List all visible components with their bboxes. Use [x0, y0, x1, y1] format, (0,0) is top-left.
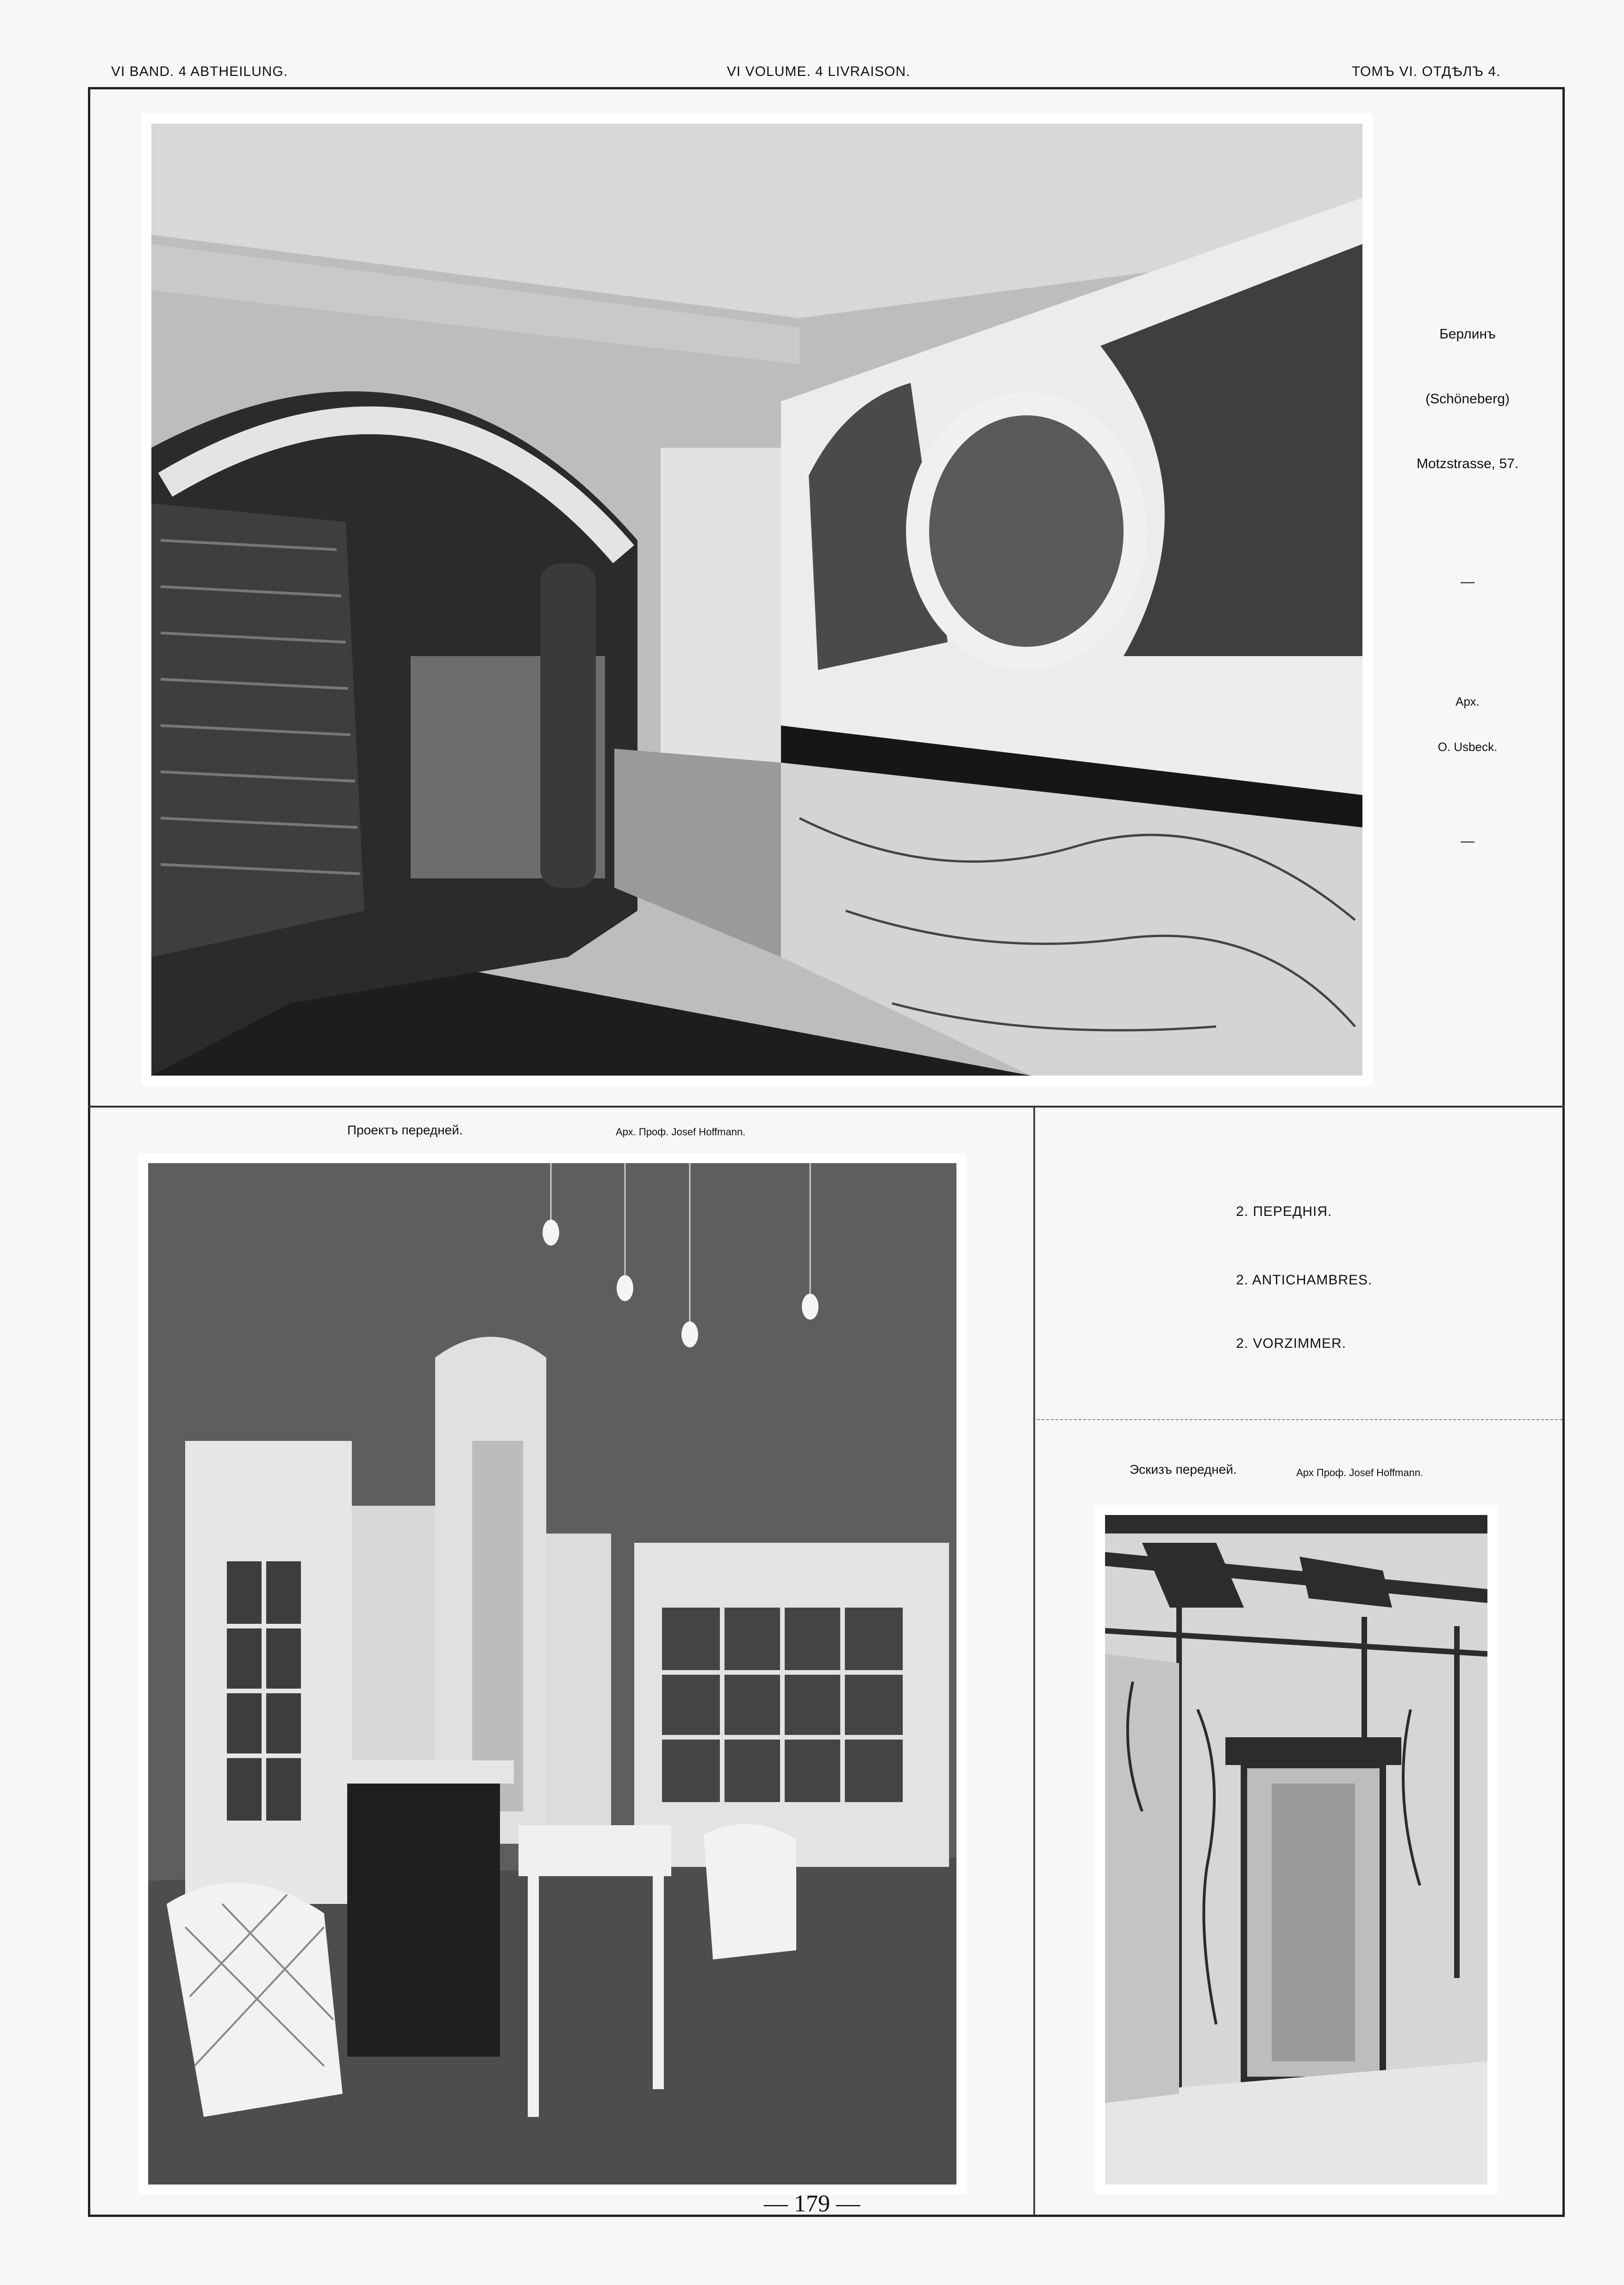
header-center: VI VOLUME. 4 LIVRAISON.: [727, 64, 911, 79]
district-label: (Schöneberg): [1425, 391, 1510, 407]
anteroom-project-title: Проектъ передней.: [347, 1123, 463, 1137]
street-label: Motzstrasse, 57.: [1416, 456, 1519, 471]
architect-name: O. Usbeck.: [1437, 740, 1498, 754]
anteroom-sketch-drawing: [1095, 1505, 1498, 2195]
city-label: Берлинъ: [1439, 326, 1496, 342]
header-right: ТОМЪ VI. ОТДѢЛЪ 4.: [1352, 64, 1501, 79]
anteroom-photo: [138, 1153, 967, 2195]
anteroom-project-credit: Арх. Проф. Josef Hoffmann.: [616, 1126, 746, 1138]
section-title-ru: 2. ПЕРЕДНІЯ.: [1236, 1204, 1332, 1219]
section-title-de: 2. VORZIMMER.: [1236, 1336, 1347, 1351]
separator-dash: —: [1461, 574, 1474, 589]
header-left: VI BAND. 4 ABTHEILUNG.: [111, 64, 288, 79]
architect-label: Арх.: [1455, 695, 1480, 708]
vertical-divider: [1033, 1108, 1035, 2215]
stair-hall-photo: [141, 113, 1373, 1086]
section-title-fr: 2. ANTICHAMBRES.: [1236, 1272, 1373, 1288]
anteroom-sketch-title: Эскизъ передней.: [1130, 1462, 1237, 1477]
page-number: — 179 —: [764, 2191, 860, 2217]
dashed-divider: [1037, 1419, 1562, 1420]
separator-dash: —: [1461, 833, 1474, 849]
horizontal-divider: [88, 1106, 1565, 1108]
anteroom-sketch-credit: Арх Проф. Josef Hoffmann.: [1296, 1467, 1424, 1478]
